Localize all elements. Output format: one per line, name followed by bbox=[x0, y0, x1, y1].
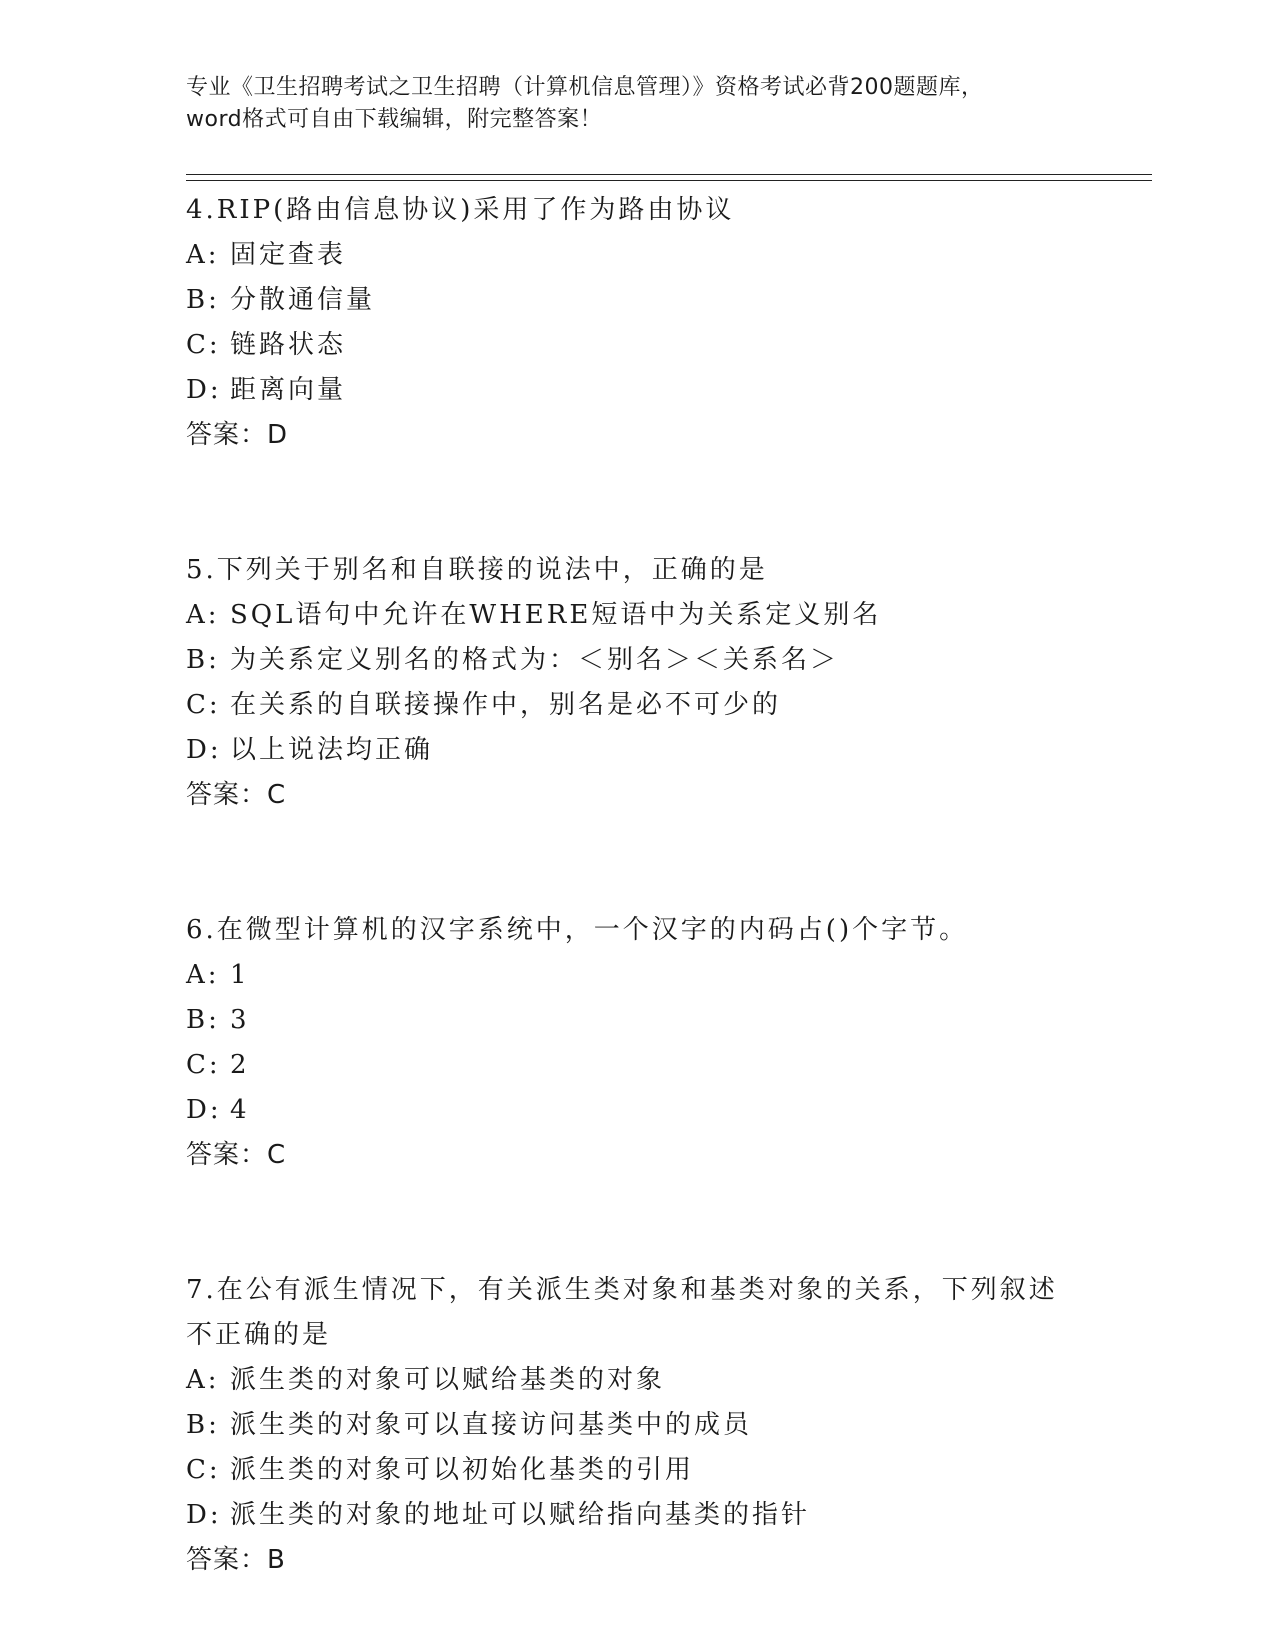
option-text: 分散通信量 bbox=[230, 285, 376, 315]
option-b bbox=[186, 1403, 1086, 1448]
option-b bbox=[186, 278, 1086, 323]
header-title-line-2: word格式可自由下载编辑，附完整答案！ bbox=[186, 107, 603, 132]
option-c bbox=[186, 323, 1086, 368]
option-text: 1 bbox=[230, 960, 250, 990]
option-text: 固定查表 bbox=[230, 240, 347, 270]
option-text: 4 bbox=[230, 1095, 250, 1125]
question-spacer bbox=[186, 458, 1086, 548]
option-text: 派生类的对象可以初始化基类的引用 bbox=[230, 1455, 695, 1485]
header-divider-top bbox=[186, 174, 1152, 175]
option-key: B: bbox=[186, 285, 220, 315]
question-spacer bbox=[186, 818, 1086, 908]
option-b bbox=[186, 998, 1086, 1043]
option-a bbox=[186, 233, 1086, 278]
option-key: A: bbox=[186, 600, 220, 630]
question-spacer bbox=[186, 1178, 1086, 1268]
option-text: 2 bbox=[230, 1050, 250, 1080]
header-divider-bottom bbox=[186, 180, 1152, 181]
option-key: A: bbox=[186, 240, 220, 270]
question-stem: 5.下列关于别名和自联接的说法中，正确的是 bbox=[186, 555, 768, 585]
option-key: B: bbox=[186, 1410, 220, 1440]
option-key: D: bbox=[186, 735, 222, 765]
question-7 bbox=[186, 1268, 1086, 1583]
option-text: 派生类的对象可以直接访问基类中的成员 bbox=[230, 1410, 753, 1440]
option-text: 为关系定义别名的格式为：＜别名＞＜关系名＞ bbox=[230, 645, 840, 675]
option-key: C: bbox=[186, 330, 221, 360]
option-key: B: bbox=[186, 1005, 220, 1035]
option-key: B: bbox=[186, 645, 220, 675]
option-text: SQL语句中允许在WHERE短语中为关系定义别名 bbox=[230, 600, 882, 630]
option-c bbox=[186, 683, 1086, 728]
option-key: A: bbox=[186, 960, 220, 990]
answer-line: 答案：B bbox=[186, 1545, 286, 1575]
option-d bbox=[186, 1088, 1086, 1133]
option-key: D: bbox=[186, 1500, 222, 1530]
header-title-line-1: 专业《卫生招聘考试之卫生招聘（计算机信息管理）》资格考试必背200题题库， bbox=[186, 75, 984, 100]
option-text: 在关系的自联接操作中，别名是必不可少的 bbox=[230, 690, 782, 720]
answer-line: 答案：C bbox=[186, 780, 287, 810]
question-5 bbox=[186, 548, 1086, 818]
question-stem: 7.在公有派生情况下，有关派生类对象和基类对象的关系，下列叙述 不正确的是 bbox=[186, 1275, 1058, 1350]
option-a bbox=[186, 953, 1086, 998]
option-key: C: bbox=[186, 1050, 221, 1080]
option-key: D: bbox=[186, 1095, 222, 1125]
question-4 bbox=[186, 188, 1086, 458]
answer-line: 答案：C bbox=[186, 1140, 287, 1170]
question-6 bbox=[186, 908, 1086, 1178]
answer-line: 答案：D bbox=[186, 420, 289, 450]
option-a bbox=[186, 593, 1086, 638]
option-b bbox=[186, 638, 1086, 683]
document-header bbox=[186, 72, 1086, 136]
option-a bbox=[186, 1358, 1086, 1403]
option-d bbox=[186, 368, 1086, 413]
question-stem: 6.在微型计算机的汉字系统中，一个汉字的内码占()个字节。 bbox=[186, 915, 969, 945]
option-key: C: bbox=[186, 1455, 221, 1485]
option-key: A: bbox=[186, 1365, 220, 1395]
option-key: C: bbox=[186, 690, 221, 720]
option-text: 派生类的对象可以赋给基类的对象 bbox=[230, 1365, 666, 1395]
option-d bbox=[186, 728, 1086, 773]
option-text: 以上说法均正确 bbox=[230, 735, 434, 765]
option-text: 链路状态 bbox=[230, 330, 347, 360]
question-stem: 4.RIP(路由信息协议)采用了作为路由协议 bbox=[186, 195, 735, 225]
option-text: 派生类的对象的地址可以赋给指向基类的指针 bbox=[230, 1500, 811, 1530]
option-text: 3 bbox=[230, 1005, 250, 1035]
option-c bbox=[186, 1043, 1086, 1088]
option-key: D: bbox=[186, 375, 222, 405]
question-list bbox=[186, 188, 1086, 1583]
option-d bbox=[186, 1493, 1086, 1538]
option-text: 距离向量 bbox=[230, 375, 347, 405]
option-c bbox=[186, 1448, 1086, 1493]
